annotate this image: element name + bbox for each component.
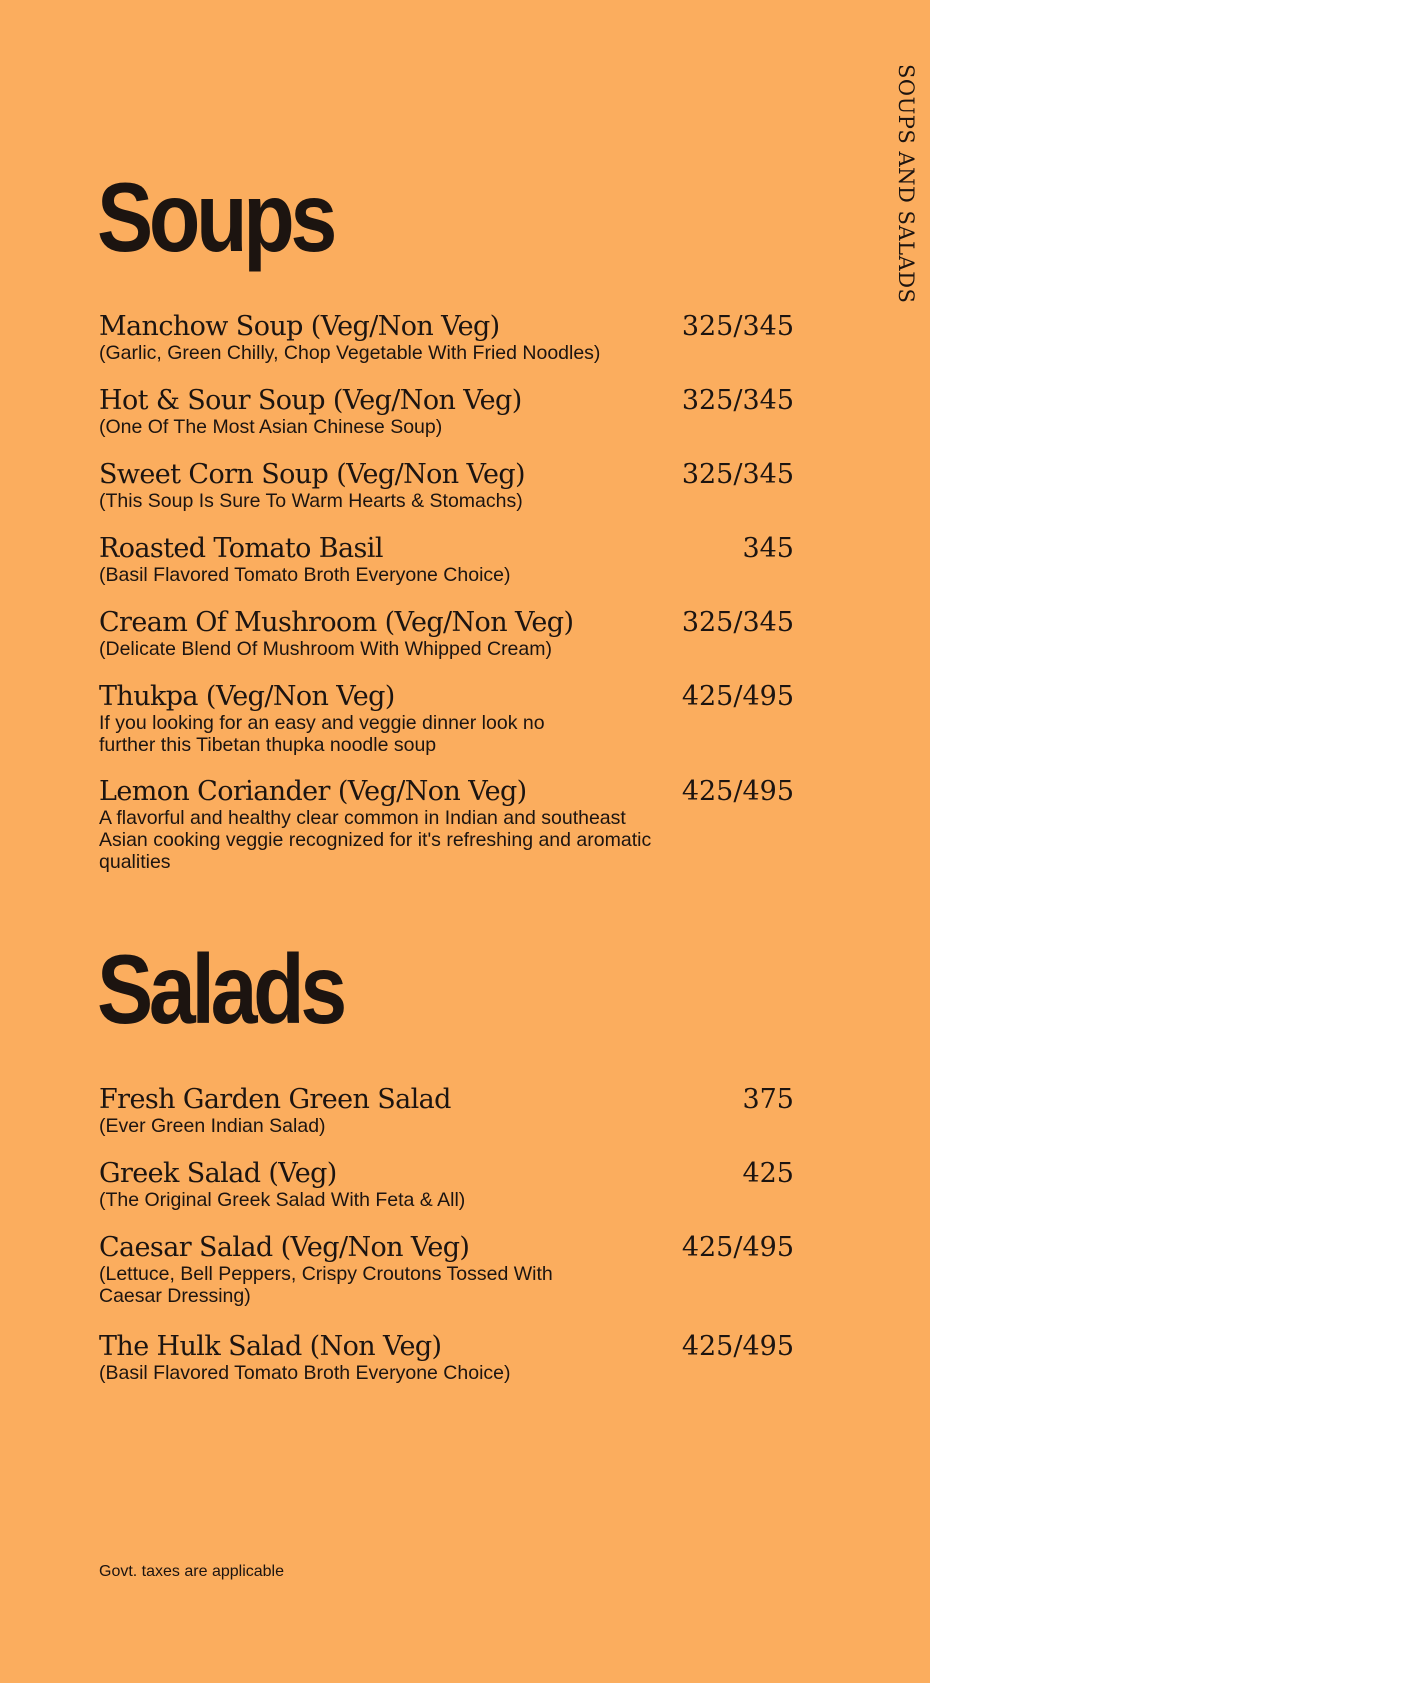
tax-note: Govt. taxes are applicable [99,1563,284,1580]
side-section-label: SOUPS AND SALADS [894,64,918,304]
item-name: Sweet Corn Soup (Veg/Non Veg) [99,459,525,490]
soups-heading: Soups [97,162,334,272]
item-description: If you looking for an easy and veggie dinner look no further this Tibetan thupka noodle soup [99,712,545,756]
item-description: (Delicate Blend Of Mushroom With Whipped Cream) [99,638,552,660]
item-name: Hot & Sour Soup (Veg/Non Veg) [99,385,522,416]
menu-item [99,1085,794,1137]
item-price: 425/495 [681,681,794,712]
salads-heading: Salads [97,934,343,1044]
item-name: Lemon Coriander (Veg/Non Veg) [99,776,527,807]
menu-item [99,312,794,364]
menu-item [99,460,794,512]
item-name: Thukpa (Veg/Non Veg) [99,681,395,712]
item-price: 425 [742,1158,794,1189]
item-description: (Garlic, Green Chilly, Chop Vegetable With Fried Noodles) [99,342,601,364]
item-description: (Basil Flavored Tomato Broth Everyone Choice) [99,1362,511,1384]
item-price: 325/345 [681,459,794,490]
item-name: Roasted Tomato Basil [99,533,383,564]
item-description: (This Soup Is Sure To Warm Hearts & Stomachs) [99,490,523,512]
menu-item [99,682,794,756]
item-description: (The Original Greek Salad With Feta & All) [99,1189,466,1211]
item-name: The Hulk Salad (Non Veg) [99,1331,442,1362]
item-price: 425/495 [681,1331,794,1362]
item-price: 325/345 [681,311,794,342]
item-price: 325/345 [681,607,794,638]
item-name: Greek Salad (Veg) [99,1158,337,1189]
item-description: A flavorful and healthy clear common in Indian and southeast Asian cooking veggie recognized for it's refreshing and aromatic qualities [99,807,652,873]
menu-item [99,1233,794,1307]
item-description: (Basil Flavored Tomato Broth Everyone Choice) [99,564,511,586]
item-description: (One Of The Most Asian Chinese Soup) [99,416,443,438]
item-name: Manchow Soup (Veg/Non Veg) [99,311,500,342]
menu-item [99,1159,794,1211]
item-price: 325/345 [681,385,794,416]
menu-item [99,608,794,660]
menu-item [99,386,794,438]
item-name: Cream Of Mushroom (Veg/Non Veg) [99,607,574,638]
menu-item [99,534,794,586]
item-description: (Ever Green Indian Salad) [99,1115,326,1137]
menu-item [99,1332,794,1384]
item-description: (Lettuce, Bell Peppers, Crispy Croutons Tossed With Caesar Dressing) [99,1263,553,1307]
item-price: 345 [742,533,794,564]
item-name: Fresh Garden Green Salad [99,1084,451,1115]
menu-item [99,777,794,873]
item-price: 425/495 [681,776,794,807]
item-name: Caesar Salad (Veg/Non Veg) [99,1232,470,1263]
item-price: 375 [742,1084,794,1115]
item-price: 425/495 [681,1232,794,1263]
